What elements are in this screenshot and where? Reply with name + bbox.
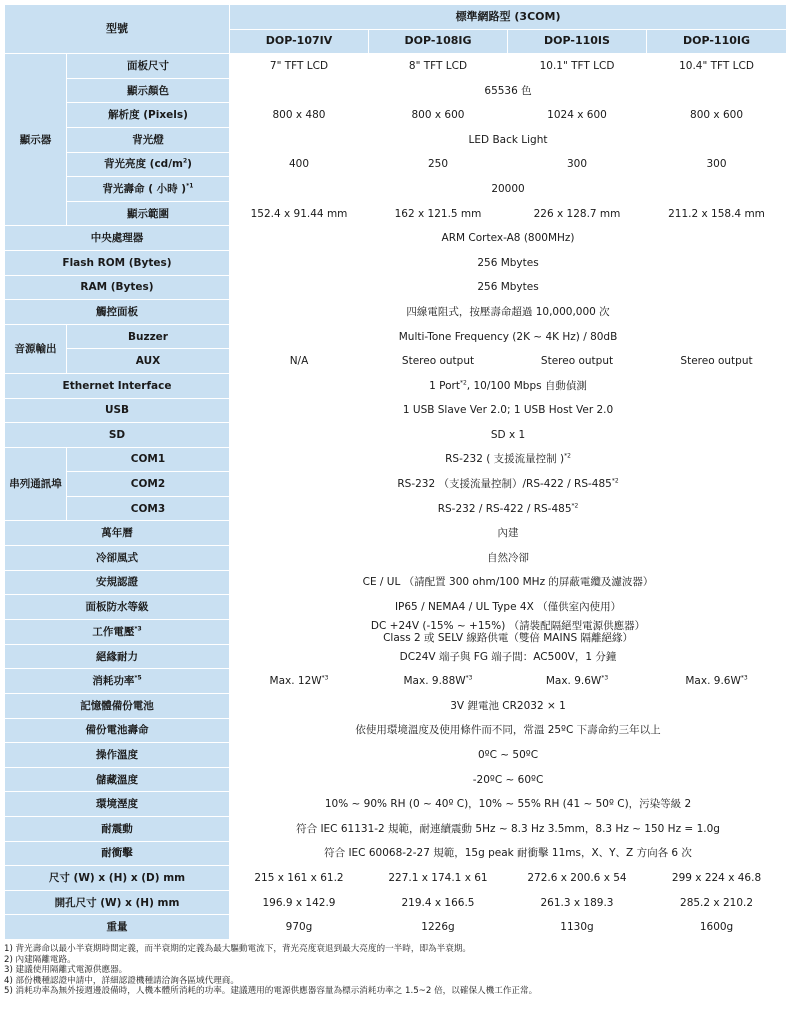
footnote-mark: *2 <box>571 502 579 510</box>
footnote-5: 5) 消耗功率為無外接週邊設備時，人機本體所消耗的功率。建議選用的電源供應器容量為標示消耗功率之 1.5~2 倍，以確保人機工作正常。 <box>4 986 538 997</box>
label-flash: Flash ROM (Bytes) <box>5 250 230 275</box>
cell: 自然冷卻 <box>230 546 787 571</box>
label-humidity: 環境溼度 <box>5 792 230 817</box>
row-safety <box>5 570 787 595</box>
row-panel-size <box>5 54 787 79</box>
cell: 211.2 x 158.4 mm <box>647 201 787 226</box>
cell: 215 x 161 x 61.2 <box>230 866 369 891</box>
model-1: DOP-107IV <box>230 29 369 54</box>
row-aux <box>5 349 787 374</box>
footnote-mark: *1 <box>186 182 194 190</box>
cell: 3V 鋰電池 CR2032 × 1 <box>230 694 787 719</box>
value-text-end: , 10/100 Mbps 自動偵測 <box>466 379 587 392</box>
label-buzzer: Buzzer <box>67 324 230 349</box>
row-power <box>5 669 787 694</box>
row-com3 <box>5 496 787 521</box>
row-cpu <box>5 226 787 251</box>
label-display-area: 顯示範圍 <box>67 201 230 226</box>
label-resolution: 解析度 (Pixels) <box>67 103 230 128</box>
cell: 1600g <box>647 915 787 940</box>
label-text: 背光亮度 (cd/m <box>104 158 183 171</box>
row-storage-temp <box>5 767 787 792</box>
cell: IP65 / NEMA4 / UL Type 4X （僅供室內使用） <box>230 595 787 620</box>
cell: 300 <box>647 152 787 177</box>
label-shock: 耐衝擊 <box>5 841 230 866</box>
label-waterproof: 面板防水等級 <box>5 595 230 620</box>
row-calendar <box>5 521 787 546</box>
footnote-3: 3) 建議使用隔離式電源供應器。 <box>4 965 128 976</box>
footnote-mark: *3 <box>134 625 142 633</box>
label-text-end: ) <box>187 158 192 171</box>
cell: 152.4 x 91.44 mm <box>230 201 369 226</box>
group-title: 標準網路型 (3COM) <box>230 5 787 30</box>
label-touch: 觸控面板 <box>5 300 230 325</box>
label-text: 消耗功率 <box>92 675 135 688</box>
cell: 符合 IEC 61131-2 規範，耐連續震動 5Hz ~ 8.3 Hz 3.5mm，8.3 Hz ~ 150 Hz = 1.0g <box>230 817 787 842</box>
cell: Stereo output <box>369 349 508 374</box>
cell: 219.4 x 166.5 <box>369 890 508 915</box>
row-ram <box>5 275 787 300</box>
cell: 261.3 x 189.3 <box>508 890 647 915</box>
label-op-temp: 操作溫度 <box>5 743 230 768</box>
footnote-1: 1) 背光壽命以最小半衰期時間定義，而半衰期的定義為最大驅動電流下，背光亮度衰退到最大亮度的一半時，即為半衰期。 <box>4 943 472 954</box>
label-ram: RAM (Bytes) <box>5 275 230 300</box>
spec-sheet <box>4 4 786 997</box>
cell: 20000 <box>230 177 787 202</box>
row-battery <box>5 694 787 719</box>
cell: 256 Mbytes <box>230 275 787 300</box>
row-buzzer <box>5 324 787 349</box>
cell: 970g <box>230 915 369 940</box>
cell: SD x 1 <box>230 423 787 448</box>
row-waterproof <box>5 595 787 620</box>
value-text: Max. 12W <box>269 675 322 688</box>
cell: 800 x 600 <box>647 103 787 128</box>
cell: 196.9 x 142.9 <box>230 890 369 915</box>
cell <box>369 669 508 694</box>
cell: 300 <box>508 152 647 177</box>
cell: Stereo output <box>647 349 787 374</box>
cell: 四線電阻式，按壓壽命超過 10,000,000 次 <box>230 300 787 325</box>
cell <box>508 669 647 694</box>
label-panel-size: 面板尺寸 <box>67 54 230 79</box>
category-audio: 音源輸出 <box>5 324 67 373</box>
label-ethernet: Ethernet Interface <box>5 373 230 398</box>
label-sd: SD <box>5 423 230 448</box>
cell: 65536 色 <box>230 78 787 103</box>
model-3: DOP-110IS <box>508 29 647 54</box>
row-humidity <box>5 792 787 817</box>
row-battery-life <box>5 718 787 743</box>
cell: Multi-Tone Frequency (2K ~ 4K Hz) / 80dB <box>230 324 787 349</box>
cell: 符合 IEC 60068-2-27 規範，15g peak 耐衝擊 11ms，X、Y、Z 方向各 6 次 <box>230 841 787 866</box>
label-vibration: 耐震動 <box>5 817 230 842</box>
footnote-4: 4) 部份機種認證申請中，詳細認證機種請洽詢各區域代理商。 <box>4 975 239 986</box>
value-text: RS-232 （支援流量控制）/RS-422 / RS-485 <box>397 478 612 491</box>
category-serial: 串列通訊埠 <box>5 447 67 521</box>
cell: ARM Cortex-A8 (800MHz) <box>230 226 787 251</box>
row-sd <box>5 423 787 448</box>
label-text: 背光壽命 ( 小時 ) <box>102 182 187 195</box>
label-cooling: 冷卻風式 <box>5 546 230 571</box>
cell: N/A <box>230 349 369 374</box>
label-cpu: 中央處理器 <box>5 226 230 251</box>
label-safety: 安規認證 <box>5 570 230 595</box>
header-row-group <box>5 5 787 30</box>
cell: 250 <box>369 152 508 177</box>
cell: CE / UL （請配置 300 ohm/100 MHz 的屏蔽電纜及濾波器） <box>230 570 787 595</box>
cell: 299 x 224 x 46.8 <box>647 866 787 891</box>
cell: 285.2 x 210.2 <box>647 890 787 915</box>
value-text: Max. 9.88W <box>403 675 466 688</box>
spec-table <box>4 4 787 940</box>
cell <box>230 619 787 644</box>
cell: 800 x 600 <box>369 103 508 128</box>
label-backlight: 背光燈 <box>67 127 230 152</box>
cell: 1226g <box>369 915 508 940</box>
cell: 272.6 x 200.6 x 54 <box>508 866 647 891</box>
label-usb: USB <box>5 398 230 423</box>
cell: 10.1" TFT LCD <box>508 54 647 79</box>
cell: Stereo output <box>508 349 647 374</box>
cell <box>230 496 787 521</box>
cell: DC24V 端子與 FG 端子間：AC500V，1 分鐘 <box>230 644 787 669</box>
category-display: 顯示器 <box>5 54 67 226</box>
cell: 1130g <box>508 915 647 940</box>
model-2: DOP-108IG <box>369 29 508 54</box>
label-com2: COM2 <box>67 472 230 497</box>
footnote-mark: *2 <box>564 452 571 460</box>
footnote-mark: *3 <box>465 674 473 682</box>
row-ethernet <box>5 373 787 398</box>
row-insulation <box>5 644 787 669</box>
label-text: 工作電壓 <box>92 625 135 638</box>
row-com1 <box>5 447 787 472</box>
footnote-mark: *3 <box>321 674 329 682</box>
row-cooling <box>5 546 787 571</box>
row-colors <box>5 78 787 103</box>
row-touch <box>5 300 787 325</box>
label-battery: 記憶體備份電池 <box>5 694 230 719</box>
row-display-area <box>5 201 787 226</box>
value-text: Max. 9.6W <box>685 675 741 688</box>
label-battery-life: 備份電池壽命 <box>5 718 230 743</box>
row-voltage <box>5 619 787 644</box>
cell: 1024 x 600 <box>508 103 647 128</box>
cell <box>647 669 787 694</box>
footnote-mark: *3 <box>740 674 748 682</box>
row-flash <box>5 250 787 275</box>
row-backlight <box>5 127 787 152</box>
label-insulation: 絕緣耐力 <box>5 644 230 669</box>
row-usb <box>5 398 787 423</box>
footnote-mark: *2 <box>611 477 619 485</box>
row-weight <box>5 915 787 940</box>
cell: -20ºC ~ 60ºC <box>230 767 787 792</box>
footnote-mark: *5 <box>134 674 142 682</box>
footnotes <box>4 944 786 997</box>
cell: 226 x 128.7 mm <box>508 201 647 226</box>
footnote-mark: *2 <box>459 379 467 387</box>
row-resolution <box>5 103 787 128</box>
cell: 162 x 121.5 mm <box>369 201 508 226</box>
row-brightness <box>5 152 787 177</box>
cell: 256 Mbytes <box>230 250 787 275</box>
value-text: 1 Port <box>429 379 460 392</box>
cell: 1 USB Slave Ver 2.0; 1 USB Host Ver 2.0 <box>230 398 787 423</box>
label-dimensions: 尺寸 (W) x (H) x (D) mm <box>5 866 230 891</box>
label-brightness <box>67 152 230 177</box>
row-shock <box>5 841 787 866</box>
cell: 10.4" TFT LCD <box>647 54 787 79</box>
row-com2 <box>5 472 787 497</box>
label-calendar: 萬年曆 <box>5 521 230 546</box>
cell <box>230 472 787 497</box>
footnote-mark: *3 <box>601 674 609 682</box>
footnote-2: 2) 內建隔離電路。 <box>4 954 76 965</box>
model-4: DOP-110IG <box>647 29 787 54</box>
cell <box>230 669 369 694</box>
row-dimensions <box>5 866 787 891</box>
label-weight: 重量 <box>5 915 230 940</box>
model-label: 型號 <box>5 5 230 54</box>
cell: 0ºC ~ 50ºC <box>230 743 787 768</box>
label-power <box>5 669 230 694</box>
cell <box>230 447 787 472</box>
cell <box>230 373 787 398</box>
cell: 內建 <box>230 521 787 546</box>
cell: 依使用環境溫度及使用條件而不同，常溫 25ºC 下壽命約三年以上 <box>230 718 787 743</box>
value-text: RS-232 ( 支援流量控制 ) <box>445 453 565 466</box>
value-line-1: DC +24V (-15% ~ +15%) （請裝配隔絕型電源供應器） <box>370 619 646 632</box>
label-aux: AUX <box>67 349 230 374</box>
cell: 8" TFT LCD <box>369 54 508 79</box>
label-backlight-life <box>67 177 230 202</box>
cell: 400 <box>230 152 369 177</box>
row-backlight-life <box>5 177 787 202</box>
row-op-temp <box>5 743 787 768</box>
value-text: Max. 9.6W <box>545 675 602 688</box>
value-text: RS-232 / RS-422 / RS-485 <box>437 502 572 515</box>
row-cutout <box>5 890 787 915</box>
cell: 10% ~ 90% RH (0 ~ 40º C)，10% ~ 55% RH (41 ~ 50º C)，污染等級 2 <box>230 792 787 817</box>
cell: 800 x 480 <box>230 103 369 128</box>
footnote-mark: 2 <box>182 157 188 165</box>
value-line-2: Class 2 或 SELV 線路供電（雙倍 MAINS 隔離絕緣） <box>383 631 633 644</box>
label-com3: COM3 <box>67 496 230 521</box>
label-cutout: 開孔尺寸 (W) x (H) mm <box>5 890 230 915</box>
label-storage-temp: 儲藏溫度 <box>5 767 230 792</box>
label-com1: COM1 <box>67 447 230 472</box>
label-colors: 顯示顏色 <box>67 78 230 103</box>
cell: 7" TFT LCD <box>230 54 369 79</box>
label-voltage <box>5 619 230 644</box>
cell: LED Back Light <box>230 127 787 152</box>
cell: 227.1 x 174.1 x 61 <box>369 866 508 891</box>
row-vibration <box>5 817 787 842</box>
